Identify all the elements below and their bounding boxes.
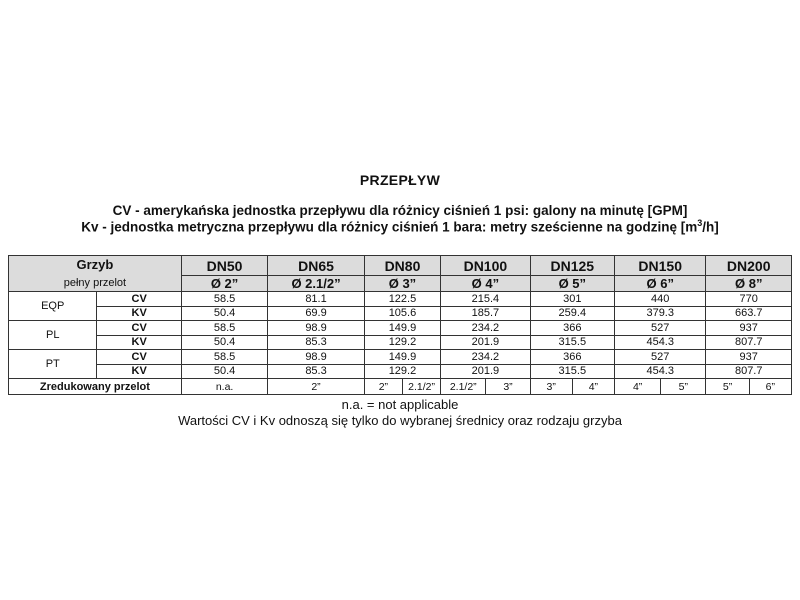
reduced-dn65: 2” xyxy=(268,379,364,395)
header-dn100: DN100 xyxy=(441,256,530,276)
value-cell: 366 xyxy=(530,350,614,365)
header-dn150: DN150 xyxy=(615,256,706,276)
row-label: KV xyxy=(97,306,181,321)
header-dn80: DN80 xyxy=(364,256,440,276)
na-note: n.a. = not applicable xyxy=(341,397,459,412)
value-cell: 85.3 xyxy=(268,335,364,350)
flow-table xyxy=(8,255,792,395)
value-cell: 50.4 xyxy=(181,364,267,379)
table-row xyxy=(9,350,792,365)
value-cell: 807.7 xyxy=(706,335,792,350)
value-cell: 379.3 xyxy=(615,306,706,321)
row-label: CV xyxy=(97,350,181,365)
type-eqp: EQP xyxy=(9,292,97,321)
value-cell: 58.5 xyxy=(181,292,267,307)
value-cell: 98.9 xyxy=(268,321,364,336)
row-label: CV xyxy=(97,321,181,336)
page-title: PRZEPŁYW xyxy=(359,172,441,188)
reduced-dn200-b: 6” xyxy=(749,379,791,395)
value-cell: 58.5 xyxy=(181,350,267,365)
table-row xyxy=(9,306,792,321)
header-dn200: DN200 xyxy=(706,256,792,276)
reduced-label: Zredukowany przelot xyxy=(9,379,182,395)
reduced-dn80-a: 2” xyxy=(364,379,402,395)
value-cell: 937 xyxy=(706,321,792,336)
reduced-dn125-a: 3” xyxy=(530,379,572,395)
type-pt: PT xyxy=(9,350,97,379)
header-dn50: DN50 xyxy=(181,256,267,276)
value-cell: 807.7 xyxy=(706,364,792,379)
reduced-dn125-b: 4” xyxy=(572,379,614,395)
row-label: KV xyxy=(97,364,181,379)
value-cell: 81.1 xyxy=(268,292,364,307)
value-cell: 129.2 xyxy=(364,335,440,350)
scope-note: Wartości CV i Kv odnoszą się tylko do wybranej średnicy oraz rodzaju grzyba xyxy=(178,413,622,428)
header-diameter-dn200: Ø 8” xyxy=(706,276,792,292)
type-pl: PL xyxy=(9,321,97,350)
header-pelny-przelot: pełny przelot xyxy=(63,277,127,289)
value-cell: 98.9 xyxy=(268,350,364,365)
header-diameter-dn80: Ø 3” xyxy=(364,276,440,292)
value-cell: 440 xyxy=(615,292,706,307)
cv-definition: CV - amerykańska jednostka przepływu dla różnicy ciśnień 1 psi: galony na minutę [GPM] xyxy=(112,203,688,218)
value-cell: 58.5 xyxy=(181,321,267,336)
row-label: KV xyxy=(97,335,181,350)
reduced-row xyxy=(9,379,792,395)
value-cell: 185.7 xyxy=(441,306,530,321)
table-row xyxy=(9,321,792,336)
table-row xyxy=(9,364,792,379)
value-cell: 85.3 xyxy=(268,364,364,379)
value-cell: 315.5 xyxy=(530,335,614,350)
value-cell: 301 xyxy=(530,292,614,307)
value-cell: 937 xyxy=(706,350,792,365)
header-row-dn xyxy=(9,256,792,276)
kv-definition-text: Kv - jednostka metryczna przepływu dla różnicy ciśnień 1 bara: metry sześcienne na godzinę [m xyxy=(81,219,698,235)
value-cell: 129.2 xyxy=(364,364,440,379)
header-diameter-dn125: Ø 5” xyxy=(530,276,614,292)
header-dn125: DN125 xyxy=(530,256,614,276)
value-cell: 234.2 xyxy=(441,321,530,336)
table-row xyxy=(9,335,792,350)
value-cell: 234.2 xyxy=(441,350,530,365)
table-row xyxy=(9,292,792,307)
kv-definition-unit: /h] xyxy=(702,219,719,235)
reduced-dn100-b: 3” xyxy=(486,379,530,395)
value-cell: 454.3 xyxy=(615,335,706,350)
value-cell: 315.5 xyxy=(530,364,614,379)
value-cell: 527 xyxy=(615,350,706,365)
reduced-dn80-b: 2.1/2” xyxy=(402,379,440,395)
header-diameter-dn50: Ø 2” xyxy=(181,276,267,292)
value-cell: 50.4 xyxy=(181,306,267,321)
header-diameter-dn150: Ø 6” xyxy=(615,276,706,292)
value-cell: 105.6 xyxy=(364,306,440,321)
header-grzyb-cell xyxy=(9,256,182,292)
kv-definition xyxy=(0,218,800,235)
header-grzyb: Grzyb xyxy=(76,257,114,272)
reduced-dn100-a: 2.1/2” xyxy=(441,379,486,395)
value-cell: 69.9 xyxy=(268,306,364,321)
value-cell: 149.9 xyxy=(364,321,440,336)
value-cell: 527 xyxy=(615,321,706,336)
reduced-dn150-a: 4” xyxy=(615,379,661,395)
value-cell: 50.4 xyxy=(181,335,267,350)
reduced-dn50: n.a. xyxy=(181,379,267,395)
value-cell: 215.4 xyxy=(441,292,530,307)
header-dn65: DN65 xyxy=(268,256,364,276)
value-cell: 149.9 xyxy=(364,350,440,365)
value-cell: 366 xyxy=(530,321,614,336)
value-cell: 663.7 xyxy=(706,306,792,321)
header-diameter-dn100: Ø 4” xyxy=(441,276,530,292)
header-diameter-dn65: Ø 2.1/2” xyxy=(268,276,364,292)
value-cell: 201.9 xyxy=(441,364,530,379)
value-cell: 201.9 xyxy=(441,335,530,350)
row-label: CV xyxy=(97,292,181,307)
kv-definition-superscript: 3 xyxy=(697,218,703,228)
value-cell: 122.5 xyxy=(364,292,440,307)
value-cell: 770 xyxy=(706,292,792,307)
value-cell: 454.3 xyxy=(615,364,706,379)
reduced-dn150-b: 5” xyxy=(661,379,706,395)
reduced-dn200-a: 5” xyxy=(706,379,749,395)
value-cell: 259.4 xyxy=(530,306,614,321)
